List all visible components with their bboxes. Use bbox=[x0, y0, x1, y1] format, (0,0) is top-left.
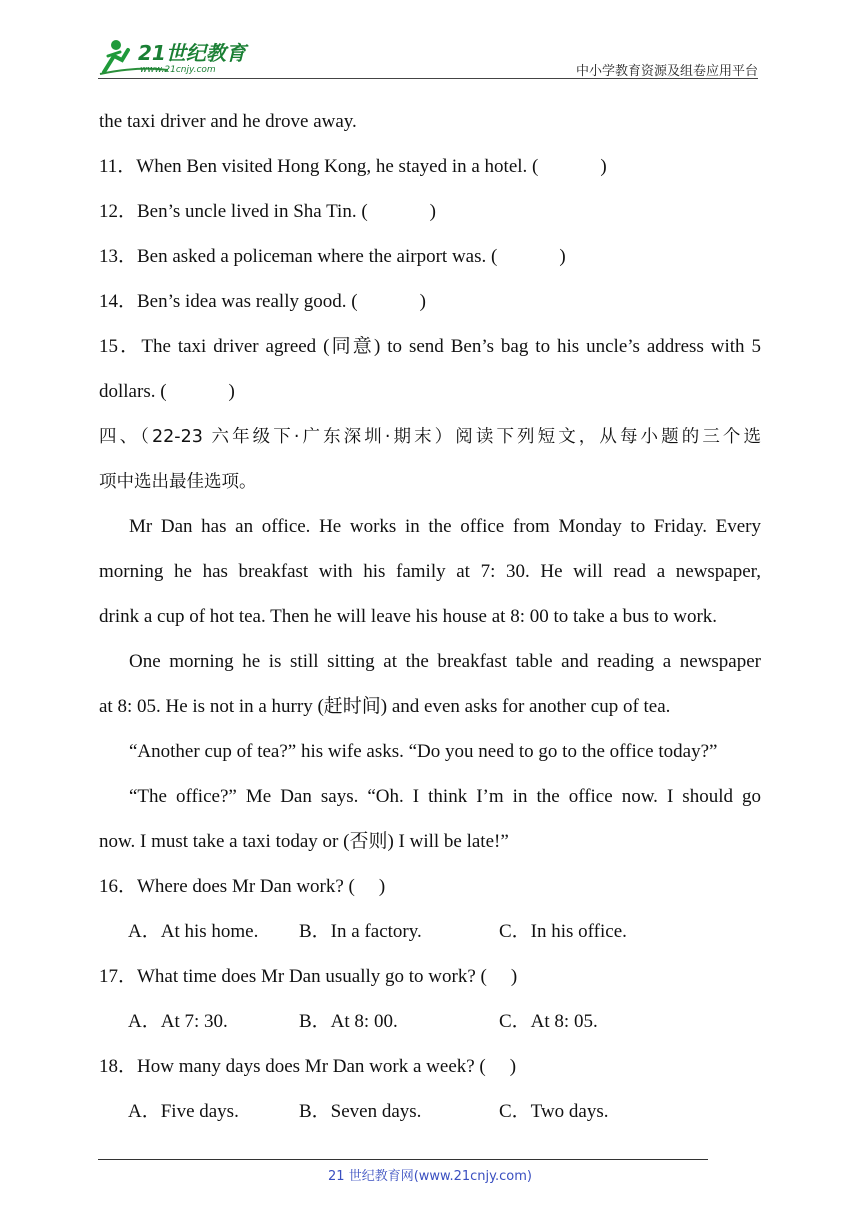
header-divider bbox=[98, 78, 758, 79]
option-a[interactable]: A．At his home. bbox=[128, 921, 259, 942]
question-text: 14．Ben’s idea was really good. ( bbox=[99, 291, 358, 312]
section-heading: 四、（22-23 六年级下·广东深圳·期末）阅读下列短文，从每小题的三个选 bbox=[99, 427, 761, 447]
question-text: 17．What time does Mr Dan usually go to work? ( bbox=[99, 966, 487, 987]
option-c[interactable]: C．Two days. bbox=[499, 1101, 609, 1122]
option-a[interactable]: A．Five days. bbox=[128, 1101, 239, 1122]
svg-text:21世纪教育: 21世纪教育 bbox=[138, 41, 246, 65]
question-17: 17．What time does Mr Dan usually go to work? ( ) bbox=[99, 966, 518, 987]
footer-divider bbox=[98, 1159, 708, 1160]
passage-line: “Another cup of tea?” his wife asks. “Do you need to go to the office today?” bbox=[129, 741, 718, 762]
passage-line: now. I must take a taxi today or (否则) I will be late!” bbox=[99, 831, 509, 852]
passage-line: morning he has breakfast with his family at 7: 30. He will read a newspaper, bbox=[99, 561, 761, 582]
question-text: 11．When Ben visited Hong Kong, he stayed in a hotel. ( bbox=[99, 156, 539, 177]
option-a[interactable]: A．At 7: 30. bbox=[128, 1011, 228, 1032]
passage-line: “The office?” Me Dan says. “Oh. I think I’m in the office now. I should go bbox=[129, 786, 761, 807]
passage-line: Mr Dan has an office. He works in the office from Monday to Friday. Every bbox=[129, 516, 761, 537]
option-c[interactable]: C．At 8: 05. bbox=[499, 1011, 598, 1032]
question-13: 13．Ben asked a policeman where the airport was. ( ) bbox=[99, 246, 566, 267]
question-16: 16．Where does Mr Dan work? ( ) bbox=[99, 876, 386, 897]
question-text: 13．Ben asked a policeman where the airport was. ( bbox=[99, 246, 498, 267]
question-18: 18．How many days does Mr Dan work a week? ( ) bbox=[99, 1056, 517, 1077]
passage-line: drink a cup of hot tea. Then he will leave his house at 8: 00 to take a bus to work. bbox=[99, 606, 718, 627]
question-text: 18．How many days does Mr Dan work a week? ( bbox=[99, 1056, 486, 1077]
option-b[interactable]: B．Seven days. bbox=[299, 1101, 422, 1122]
question-text: 12．Ben’s uncle lived in Sha Tin. ( bbox=[99, 201, 368, 222]
passage-line: at 8: 05. He is not in a hurry (赶时间) and even asks for another cup of tea. bbox=[99, 696, 671, 717]
page-header bbox=[98, 30, 758, 78]
passage-line: One morning he is still sitting at the breakfast table and reading a newspaper bbox=[129, 651, 761, 672]
question-12: 12．Ben’s uncle lived in Sha Tin. ( ) bbox=[99, 201, 436, 222]
text-line: the taxi driver and he drove away. bbox=[99, 111, 357, 132]
option-b[interactable]: B．In a factory. bbox=[299, 921, 422, 942]
option-c[interactable]: C．In his office. bbox=[499, 921, 627, 942]
svg-text:www.21cnjy.com: www.21cnjy.com bbox=[140, 65, 216, 75]
question-text: 16．Where does Mr Dan work? ( bbox=[99, 876, 355, 897]
question-11: 11．When Ben visited Hong Kong, he stayed in a hotel. ( ) bbox=[99, 156, 607, 177]
logo-21cnjy bbox=[98, 36, 268, 76]
question-15-cont: dollars. ( ) bbox=[99, 381, 235, 402]
question-15: 15．The taxi driver agreed (同意) to send Ben’s bag to his uncle’s address with 5 bbox=[99, 336, 761, 357]
question-text: dollars. ( bbox=[99, 381, 167, 402]
platform-title: 中小学教育资源及组卷应用平台 bbox=[575, 64, 758, 79]
footer-link[interactable]: 21 世纪教育网(www.21cnjy.com) bbox=[328, 1169, 532, 1184]
section-heading-cont: 项中选出最佳选项。 bbox=[99, 472, 257, 492]
question-14: 14．Ben’s idea was really good. ( ) bbox=[99, 291, 426, 312]
option-b[interactable]: B．At 8: 00. bbox=[299, 1011, 398, 1032]
